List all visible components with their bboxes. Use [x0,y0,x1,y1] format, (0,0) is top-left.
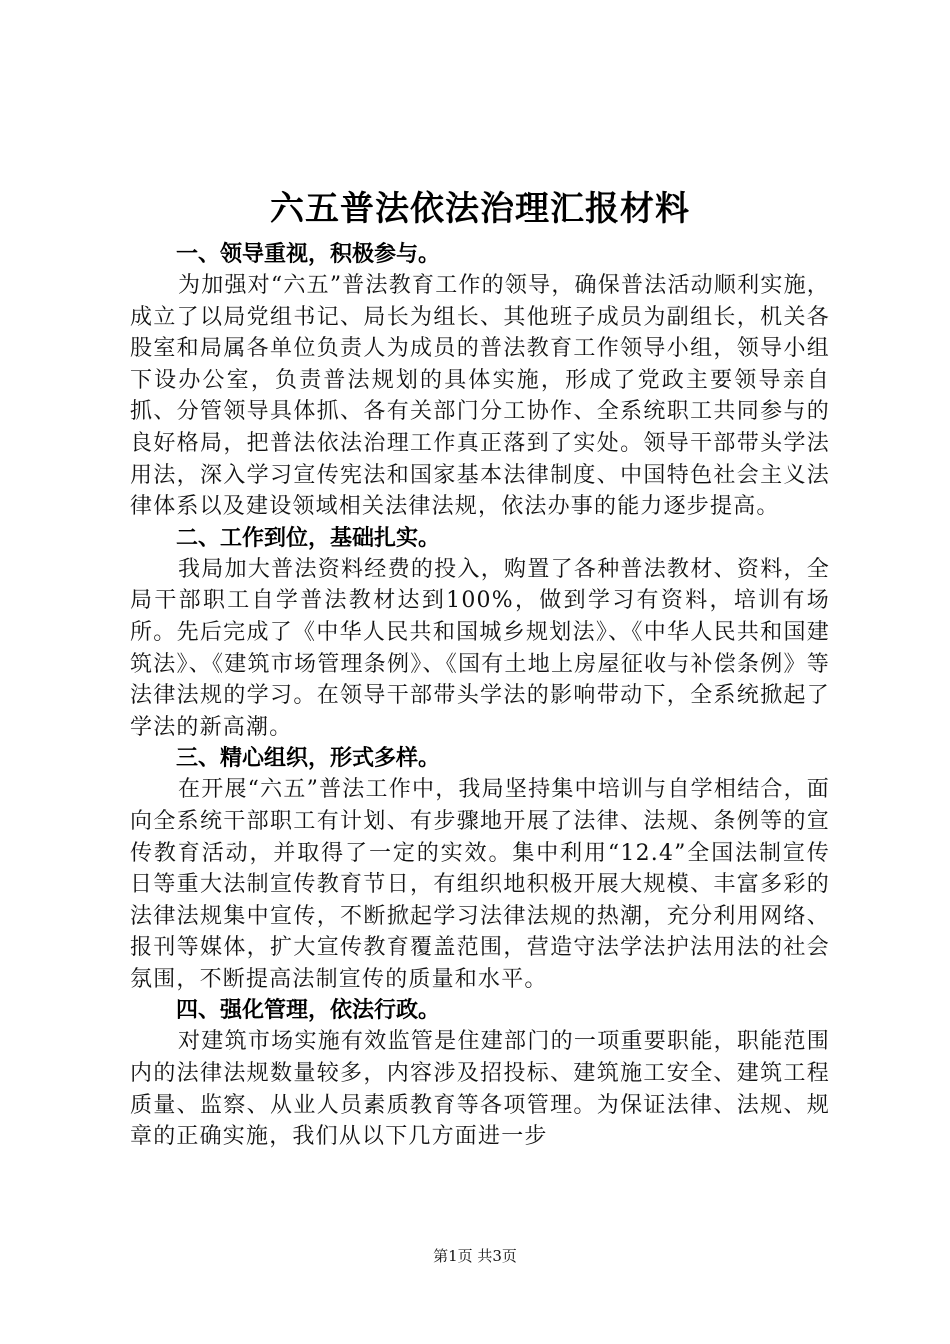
section-1-heading: 一、领导重视，积极参与。 [176,242,441,267]
section-1-paragraph: 为加强对“六五”普法教育工作的领导，确保普法活动顺利实施，成立了以局党组书记、局长为组长、其他班子成员为副组长，机关各股室和局属各单位负责人为成员的普法教育工作领导小组，领导小组下设办公室，负责普法规划的具体实施，形成了党政主要领导亲自抓、分管领导具体抓、各有关部门分工协作、全系统职工共同参与的良好格局，把普法依法治理工作真正落到了实处。领导干部带头学法用法，深入学习宣传宪法和国家基本法律制度、中国特色社会主义法律体系以及建设领域相关法律法规，依法办事的能力逐步提高。 [130,273,830,520]
section-2-heading: 二、工作到位，基础扎实。 [176,525,441,551]
section-4-heading: 四、强化管理，依法行政。 [176,998,441,1024]
section-2-paragraph: 我局加大普法资料经费的投入，购置了各种普法教材、资料，全局干部职工自学普法教材达到100%，做到学习有资料，培训有场所。先后完成了《中华人民共和国城乡规划法》、《中华人民共和国建筑法》、《建筑市场管理条例》、《国有土地上房屋征收与补偿条例》等法律法规的学习。在领导干部带头学法的影响带动下，全系统掀起了学法的新高潮。 [130,556,830,740]
section-3-heading: 三、精心组织，形式多样。 [176,746,441,772]
document-body [130,183,830,1153]
section-4-paragraph: 对建筑市场实施有效监管是住建部门的一项重要职能，职能范围内的法律法规数量较多，内容涉及招投标、建筑施工安全、建筑工程质量、监察、从业人员素质教育等各项管理。为保证法律、法规、规章的正确实施，我们从以下几方面进一步 [130,1029,830,1150]
document-title: 六五普法依法治理汇报材料 [270,189,690,229]
section-3-paragraph: 在开展“六五”普法工作中，我局坚持集中培训与自学相结合，面向全系统干部职工有计划、有步骤地开展了法律、法规、条例等的宣传教育活动，并取得了一定的实效。集中利用“12.4”全国法制宣传日等重大法制宣传教育节日，有组织地积极开展大规模、丰富多彩的法律法规集中宣传，不断掀起学习法律法规的热潮，充分利用网络、报刊等媒体，扩大宣传教育覆盖范围，营造守法学法护法用法的社会氛围，不断提高法制宣传的质量和水平。 [130,777,830,992]
page-number-footer: 第1页 共3页 [433,1247,517,1265]
